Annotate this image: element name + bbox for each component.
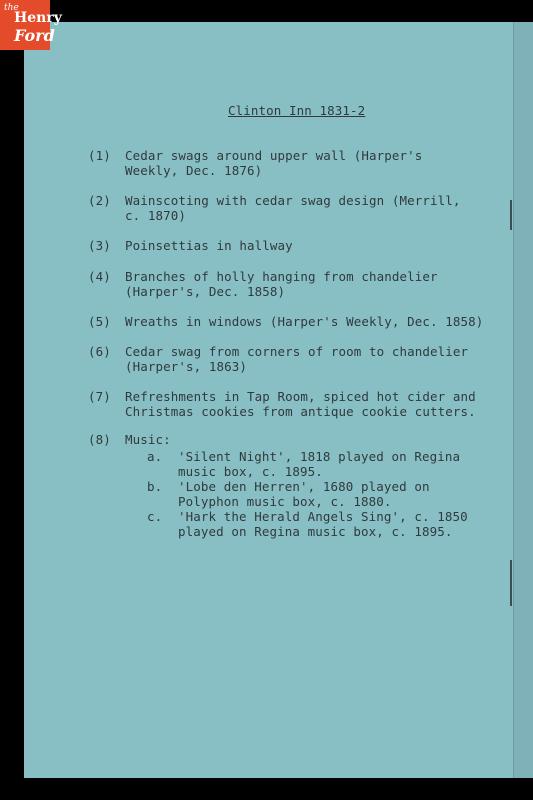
item-number: (4) — [88, 269, 111, 284]
item-text: Branches of holly hanging from chandelier (Harper's, Dec. 1858) — [125, 269, 438, 299]
item-text: Cedar swag from corners of room to chandelier (Harper's, 1863) — [125, 344, 469, 374]
item-text: Wreaths in windows (Harper's Weekly, Dec. 1858) — [125, 314, 484, 329]
music-text: 'Lobe den Herren', 1680 played on Polyphon music box, c. 1880. — [178, 479, 430, 509]
item-number: (3) — [88, 238, 111, 253]
item-text: Wainscoting with cedar swag design (Merrill, c. 1870) — [125, 193, 461, 223]
item-number: (8) — [88, 432, 111, 447]
item-text: Refreshments in Tap Room, spiced hot cider and Christmas cookies from antique cookie cutters. — [125, 389, 476, 419]
logo-ford: Ford — [14, 26, 55, 45]
music-text: 'Silent Night', 1818 played on Regina music box, c. 1895. — [178, 449, 461, 479]
item-number: (2) — [88, 193, 111, 208]
item-number: (7) — [88, 389, 111, 404]
music-letter: b. — [147, 479, 163, 494]
music-letter: a. — [147, 449, 163, 464]
item-text: Poinsettias in hallway — [125, 238, 293, 253]
item-number: (5) — [88, 314, 111, 329]
item-number: (6) — [88, 344, 111, 359]
page-title: Clinton Inn 1831-2 — [228, 103, 366, 118]
music-letter: c. — [147, 509, 163, 524]
item-text: Music: — [125, 432, 171, 447]
item-text: Cedar swags around upper wall (Harper's Weekly, Dec. 1876) — [125, 148, 423, 178]
music-text: 'Hark the Herald Angels Sing', c. 1850 played on Regina music box, c. 1895. — [178, 509, 468, 539]
item-number: (1) — [88, 148, 111, 163]
logo-the: the — [4, 3, 19, 13]
logo-henry: Henry — [14, 10, 62, 26]
